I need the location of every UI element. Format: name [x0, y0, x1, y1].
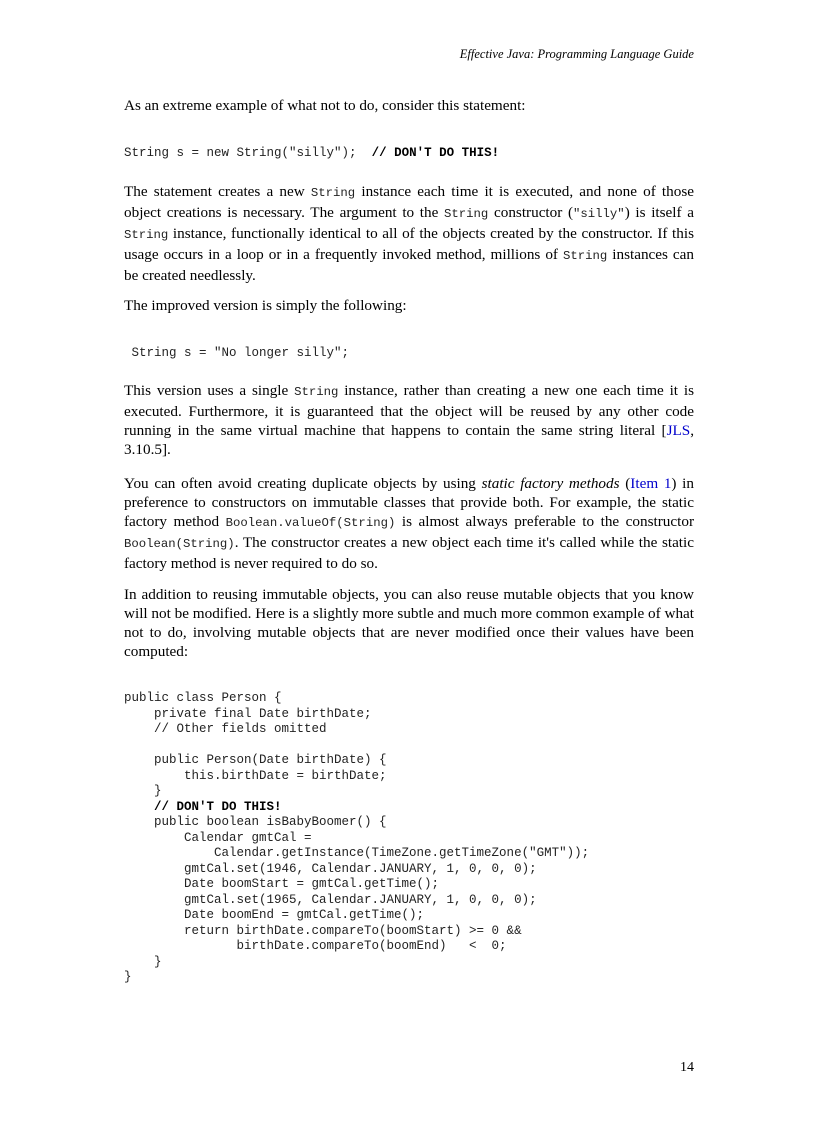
text: You can often avoid creating duplicate objects by using [124, 475, 482, 492]
page-number: 14 [680, 1060, 694, 1075]
inline-code: String [562, 249, 608, 263]
static-factory-paragraph [124, 474, 694, 573]
improved-intro-paragraph: The improved version is simply the following: [124, 297, 407, 314]
code-example-person [124, 691, 694, 986]
inline-code: Boolean(String) [124, 537, 235, 551]
inline-code: String [310, 186, 356, 200]
text: constructor ( [488, 204, 574, 221]
code-example-silly [124, 146, 694, 162]
code-block-part: public class Person { private final Date birthDate; // Other fields omitted public Person(Date birthDate) { this.birthDate = birthDate; } [124, 691, 387, 798]
mutable-objects-paragraph: In addition to reusing immutable objects, you can also reuse mutable objects that you know will not be modified. Here is a slightly more subtle and much more common example of what not to do, involving mutable objects that are never modified once their values have been computed: [124, 586, 694, 660]
inline-code: String [124, 228, 169, 242]
text: . The constructor creates a new object each time it's called while the static factory method is never required to do so. [124, 534, 694, 572]
jls-link[interactable]: JLS [666, 422, 691, 439]
text: This version uses a single [124, 382, 295, 399]
running-header: Effective Java: Programming Language Guide [459, 47, 694, 61]
code-block-part: public boolean isBabyBoomer() { Calendar gmtCal = Calendar.getInstance(TimeZone.getTimeZone("GMT")); gmtCal.set(1946, Calendar.JANUARY, 1, 0, 0, 0); Date boomStart = gmtCal.getTime(); gmtCal.set(1965, Calendar.JANUARY, 1, 0, 0, 0); Date boomEnd = gmtCal.getTime(); return birthDate.compareTo(boomStart) >= 0 && birthDate.compareTo(boomEnd) < 0; } } [124, 815, 590, 984]
explanation-paragraph [124, 182, 694, 285]
text: is almost always preferable to the constructor [395, 513, 694, 530]
text: instance, rather than creating a new one each time it is executed. Furthermore, it is guaranteed that the object will be reused by any other code running in the same virtual machine that happens to contain the same string literal [ [124, 382, 694, 439]
item-1-link[interactable]: Item 1 [630, 475, 672, 492]
emphasis: static factory methods [481, 475, 620, 492]
code-comment: // DON'T DO THIS! [371, 146, 500, 160]
code-comment: // DON'T DO THIS! [124, 799, 282, 814]
code-example-improved: String s = "No longer silly"; [124, 346, 350, 360]
text: , 3.10.5]. [124, 422, 694, 458]
text: The statement creates a new [124, 183, 311, 200]
inline-code: Boolean.valueOf(String) [225, 516, 396, 530]
text: instance each time it is executed, and none of those object creations is necessary. The argument to the [124, 183, 694, 221]
intro-paragraph: As an extreme example of what not to do, consider this statement: [124, 97, 526, 114]
text: instance, functionally identical to all of the objects created by the constructor. If this usage occurs in a loop or in a frequently invoked method, millions of [124, 225, 694, 263]
text: ( [619, 475, 631, 492]
text: ) is itself a [624, 204, 694, 221]
inline-code: "silly" [573, 207, 625, 221]
code-statement: String s = new String("silly"); [124, 146, 357, 160]
inline-code: String [294, 385, 339, 399]
text: ) in preference to constructors on immutable classes that provide both. For example, the static factory method [124, 475, 694, 530]
inline-code: String [444, 207, 489, 221]
single-instance-paragraph [124, 381, 694, 459]
text: instances can be created needlessly. [124, 246, 694, 284]
